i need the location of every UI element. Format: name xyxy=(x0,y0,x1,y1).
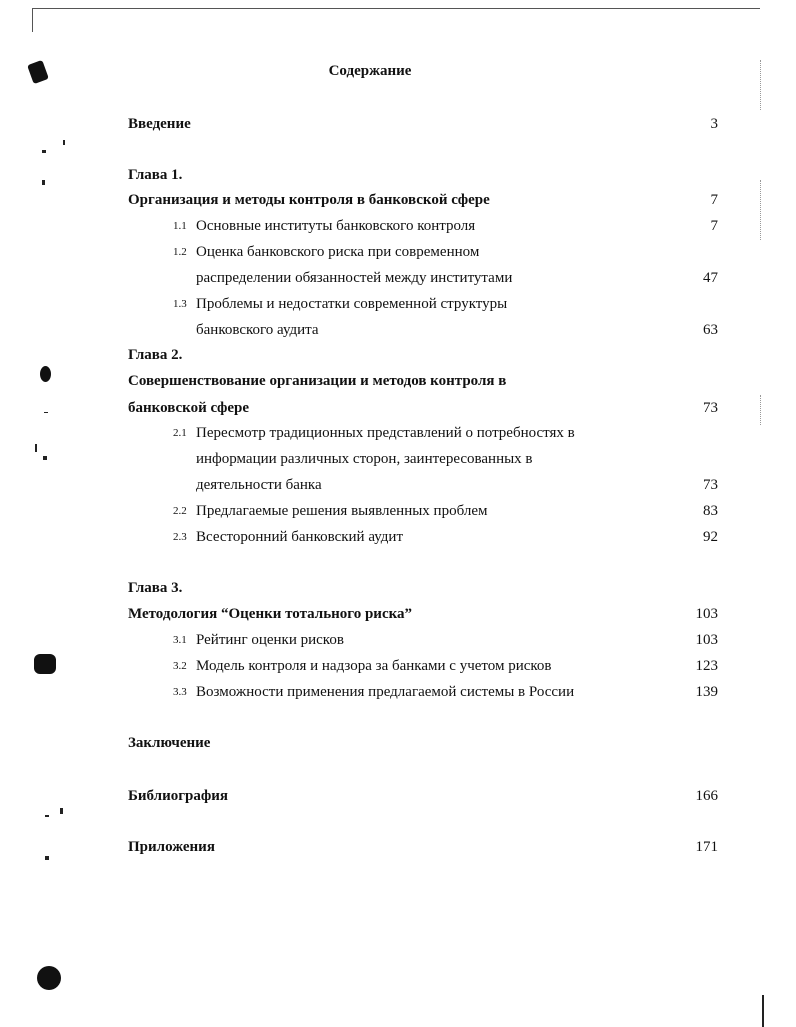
section-title: Рейтинг оценки рисков xyxy=(196,632,344,648)
speck xyxy=(42,150,46,153)
toc-entry-chapter xyxy=(0,603,796,625)
page-number: 139 xyxy=(695,684,718,700)
toc-entry-section xyxy=(0,422,796,444)
section-number: 3.2 xyxy=(173,660,187,672)
speck xyxy=(63,140,65,145)
toc-entry-chapter xyxy=(0,189,796,211)
chapter-title: Методология “Оценки тотального риска” xyxy=(128,606,413,622)
scan-border-left xyxy=(32,8,33,32)
chapter-title: Организация и методы контроля в банковской сфере xyxy=(128,192,490,208)
chapter-heading xyxy=(0,577,796,599)
page-number: 3 xyxy=(710,116,718,132)
entry-label: Приложения xyxy=(128,839,215,855)
toc-entry-section-cont xyxy=(0,267,796,289)
scan-border-top xyxy=(32,8,760,9)
section-title: банковского аудита xyxy=(196,322,319,338)
section-number: 2.3 xyxy=(173,531,187,543)
toc-entry-section xyxy=(0,629,796,651)
toc-entry-section xyxy=(0,241,796,263)
page-number: 123 xyxy=(695,658,718,674)
section-title: распределении обязанностей между институтами xyxy=(196,270,513,286)
entry-label: Введение xyxy=(128,116,191,132)
page-number: 83 xyxy=(703,503,718,519)
chapter-title: банковской сфере xyxy=(128,400,249,416)
section-number: 3.3 xyxy=(173,686,187,698)
section-number: 1.2 xyxy=(173,246,187,258)
entry-label: Библиография xyxy=(128,788,229,804)
scan-dots xyxy=(760,60,762,110)
page-number: 73 xyxy=(703,400,718,416)
page-number: 63 xyxy=(703,322,718,338)
section-title: Основные институты банковского контроля xyxy=(196,218,476,234)
chapter-label: Глава 1. xyxy=(128,167,183,183)
page-number: 7 xyxy=(710,218,718,234)
page-number: 7 xyxy=(710,192,718,208)
toc-entry-section xyxy=(0,655,796,677)
chapter-label: Глава 2. xyxy=(128,347,183,363)
chapter-label: Глава 3. xyxy=(128,580,183,596)
toc-entry-section xyxy=(0,681,796,703)
toc-entry-section-cont xyxy=(0,319,796,341)
toc-entry-section-cont xyxy=(0,448,796,470)
section-title: информации различных сторон, заинтересованных в xyxy=(196,451,533,467)
toc-entry-conclusion xyxy=(0,732,796,754)
page-number: 103 xyxy=(695,632,718,648)
page-number: 92 xyxy=(703,529,718,545)
speck xyxy=(45,815,49,817)
toc-entry-section-cont xyxy=(0,474,796,496)
section-title: Возможности применения предлагаемой системы в России xyxy=(196,684,575,700)
section-title: Всесторонний банковский аудит xyxy=(196,529,404,545)
page-number: 166 xyxy=(695,788,718,804)
section-title: Проблемы и недостатки современной структуры xyxy=(196,296,508,312)
page-number: 47 xyxy=(703,270,718,286)
chapter-title: Совершенствование организации и методов контроля в xyxy=(128,373,507,389)
toc-entry-chapter xyxy=(0,370,796,392)
section-title: Оценка банковского риска при современном xyxy=(196,244,480,260)
toc-entry-appendices xyxy=(0,836,796,858)
section-title: Модель контроля и надзора за банками с учетом рисков xyxy=(196,658,552,674)
page-number: 73 xyxy=(703,477,718,493)
page-number: 103 xyxy=(695,606,718,622)
page-number: 171 xyxy=(695,839,718,855)
entry-label: Заключение xyxy=(128,735,211,751)
section-number: 2.2 xyxy=(173,505,187,517)
chapter-heading xyxy=(0,344,796,366)
toc-entry-bibliography xyxy=(0,785,796,807)
toc-entry-section xyxy=(0,215,796,237)
speck xyxy=(60,808,63,814)
section-title: Предлагаемые решения выявленных проблем xyxy=(196,503,488,519)
binder-hole-mark xyxy=(37,966,61,990)
toc-entry-section xyxy=(0,293,796,315)
chapter-heading xyxy=(0,164,796,186)
toc-entry-section xyxy=(0,526,796,548)
section-number: 2.1 xyxy=(173,427,187,439)
section-title: Пересмотр традиционных представлений о потребностях в xyxy=(196,425,575,441)
section-number: 1.3 xyxy=(173,298,187,310)
toc-entry-intro xyxy=(0,113,796,135)
toc-entry-section xyxy=(0,500,796,522)
section-number: 3.1 xyxy=(173,634,187,646)
toc-entry-chapter-cont xyxy=(0,397,796,419)
scan-border-right xyxy=(762,995,764,1027)
section-title: деятельности банка xyxy=(196,477,322,493)
page-title: Содержание xyxy=(328,63,412,79)
section-number: 1.1 xyxy=(173,220,187,232)
